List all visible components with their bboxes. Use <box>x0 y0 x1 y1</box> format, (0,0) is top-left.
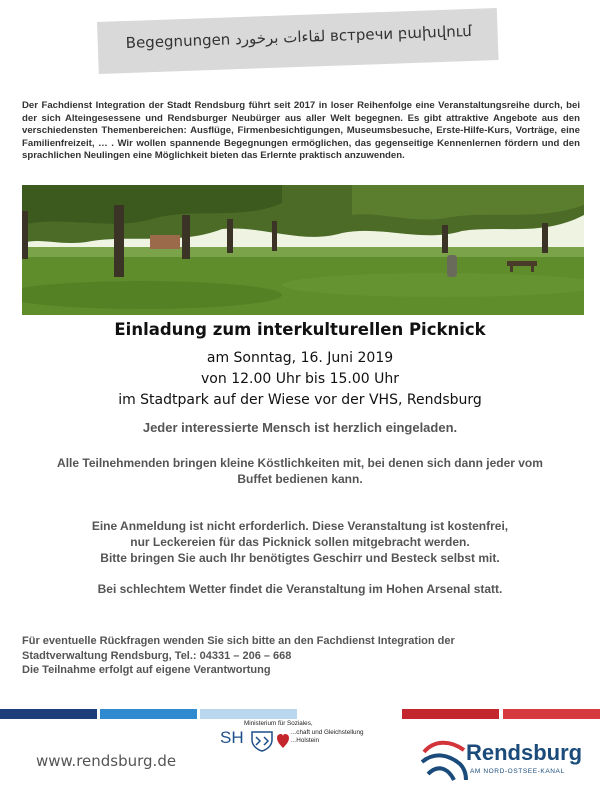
contact-line-2: Stadtverwaltung Rendsburg, Tel.: 04331 – 206 – 668 <box>22 649 292 662</box>
website-link[interactable]: www.rendsburg.de <box>36 752 177 770</box>
park-photo <box>22 185 584 315</box>
registration-line-3: Bitte bringen Sie auch Ihr benötigtes Geschirr und Besteck selbst mit. <box>100 551 500 565</box>
registration-line-1: Eine Anmeldung ist nicht erforderlich. Diese Veranstaltung ist kostenfrei, <box>91 519 509 533</box>
buffet-line-1: Alle Teilnehmenden bringen kleine Köstlichkeiten mit, bei denen sich dann jeder vom <box>57 456 543 470</box>
rendsburg-logo <box>420 726 590 786</box>
registration-line-2: nur Leckereien für das Picknick sollen mitgebracht werden. <box>130 535 470 549</box>
ministry-line-1: Ministerium für Soziales, <box>244 720 313 727</box>
event-title: Einladung zum interkulturellen Picknick <box>114 320 486 339</box>
intro-paragraph: Der Fachdienst Integration der Stadt Rendsburg führt seit 2017 in loser Reihenfolge eine Veranstaltungsreihe durch, bei der sich Alteingesessene und Rendsburger Neubürger aus aller Welt begegnen. Es gibt attraktive Angebote aus den verschiedensten Themenbereichen: Ausflüge, Firmenbesichtigungen, Museumsbesuche, Erste-Hilfe-Kurs, Vorträge, eine Familienfreizeit, … . Wir wollen spannende Begegnungen ermöglichen, das gegenseitige Kennenlernen fördern und den sprachlichen Neulingen eine Möglichkeit bieten das Erlernte praktisch anzuwenden. <box>22 100 580 162</box>
headline-banner <box>97 8 499 74</box>
welcome-text: Jeder interessierte Mensch ist herzlich eingeladen. <box>142 420 458 435</box>
stripe-dark-blue <box>0 709 97 719</box>
ministry-logo <box>220 718 380 768</box>
buffet-line-2: Buffet bedienen kann. <box>237 472 363 486</box>
buffet-paragraph <box>0 455 600 487</box>
stripe-blue <box>100 709 197 719</box>
banner-text: Begegnungen لقاءات برخورد встречи բախվում <box>125 21 473 53</box>
ministry-name <box>244 720 384 746</box>
contact-line-1: Für eventuelle Rückfragen wenden Sie sich bitte an den Fachdienst Integration der <box>22 635 455 647</box>
event-place: im Stadtpark auf der Wiese vor der VHS, Rendsburg <box>118 392 482 408</box>
logo-tagline: AM NORD-OSTSEE-KANAL <box>470 768 565 775</box>
ministry-line-2: …chaft und Gleichstellung <box>290 728 364 736</box>
ministry-line-3: …Holstein <box>290 737 320 744</box>
event-time: von 12.00 Uhr bis 15.00 Uhr <box>201 371 399 387</box>
contact-line-3: Die Teilnahme erfolgt auf eigene Verantwortung <box>22 664 271 676</box>
stripe-red <box>402 709 499 719</box>
logo-name: Rendsburg <box>466 740 583 765</box>
event-details <box>0 348 600 411</box>
canal-bridge-icon <box>420 734 470 782</box>
contact-info <box>22 634 582 678</box>
sh-logo-text: SH <box>220 728 244 747</box>
event-date: am Sonntag, 16. Juni 2019 <box>206 350 394 366</box>
stripe-red-2 <box>503 709 600 719</box>
weather-note: Bei schlechtem Wetter findet die Veranstaltung im Hohen Arsenal statt. <box>97 582 503 596</box>
registration-paragraph <box>0 518 600 566</box>
